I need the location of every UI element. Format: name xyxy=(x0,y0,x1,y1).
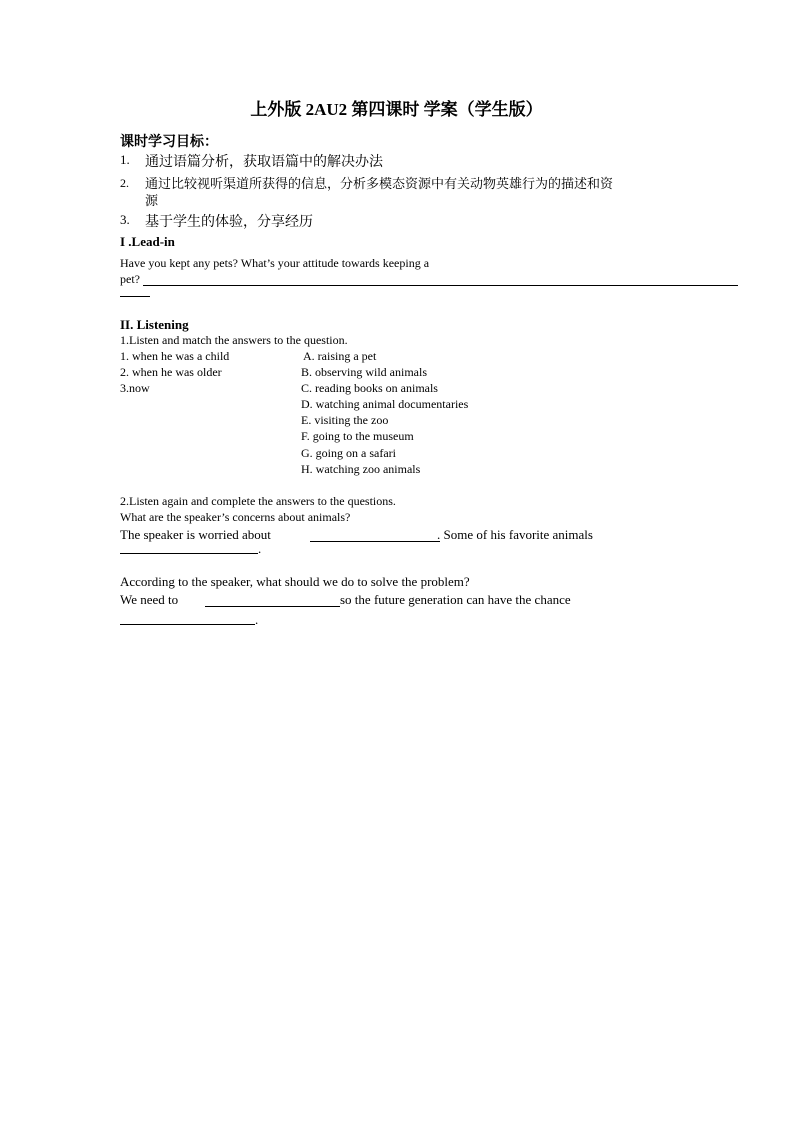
match-left-item: 2. when he was older xyxy=(120,365,222,379)
lead-in-question-line2: pet? xyxy=(120,272,140,286)
match-left-item: 3.now xyxy=(120,381,150,395)
lead-in-answer-blank-2[interactable] xyxy=(120,296,150,297)
objective-3-text: 基于学生的体验，分享经历 xyxy=(145,215,313,230)
task2-question-2: According to the speaker, what should we do to solve the problem? xyxy=(120,574,470,589)
task2-answer-1-start: The speaker is worried about xyxy=(120,527,271,542)
task2-answer-1-end: . xyxy=(258,541,262,556)
task2-answer-1-middle: . Some of his favorite animals xyxy=(437,527,593,542)
objective-2-number: 2. xyxy=(120,176,129,190)
task1-instruction: 1.Listen and match the answers to the question. xyxy=(120,333,348,347)
task2-answer-2-blank-1[interactable] xyxy=(205,606,340,607)
match-right-option: C. reading books on animals xyxy=(301,381,438,395)
match-right-option: E. visiting the zoo xyxy=(301,413,389,427)
lead-in-answer-blank-1[interactable] xyxy=(143,285,738,286)
match-left-item: 1. when he was a child xyxy=(120,349,230,363)
objective-2-text-line1: 通过比较视听渠道所获得的信息，分析多模态资源中有关动物英雄行为的描述和资 xyxy=(145,176,614,191)
objective-1-number: 1. xyxy=(120,152,130,167)
match-right-option: H. watching zoo animals xyxy=(301,462,421,476)
task2-instruction: 2.Listen again and complete the answers to the questions. xyxy=(120,494,396,508)
lead-in-heading: I .Lead-in xyxy=(120,234,175,249)
objective-3-number: 3. xyxy=(120,212,130,227)
objective-1-text: 通过语篇分析，获取语篇中的解决办法 xyxy=(145,155,383,170)
match-right-option: F. going to the museum xyxy=(301,429,414,443)
match-right-option: G. going on a safari xyxy=(301,446,396,460)
task2-answer-2-start: We need to xyxy=(120,592,179,607)
page-title: 上外版 2AU2 第四课时 学案（学生版） xyxy=(250,100,543,119)
task2-answer-2-end: . xyxy=(255,612,259,627)
task2-answer-2-middle: so the future generation can have the chance xyxy=(340,592,571,607)
match-right-option: A. raising a pet xyxy=(303,349,377,363)
lead-in-question-line1: Have you kept any pets? What’s your attitude towards keeping a xyxy=(120,256,430,270)
task2-answer-2-blank-2[interactable] xyxy=(120,624,255,625)
objectives-heading: 课时学习目标： xyxy=(120,135,218,150)
listening-heading: II. Listening xyxy=(120,317,189,332)
task2-question-1: What are the speaker’s concerns about animals? xyxy=(120,510,351,524)
task2-answer-1-blank-2[interactable] xyxy=(120,553,258,554)
match-right-option: D. watching animal documentaries xyxy=(301,397,469,411)
match-right-option: B. observing wild animals xyxy=(301,365,427,379)
task2-answer-1-blank-1[interactable] xyxy=(310,541,440,542)
objective-2-text-line2: 源 xyxy=(145,193,159,208)
